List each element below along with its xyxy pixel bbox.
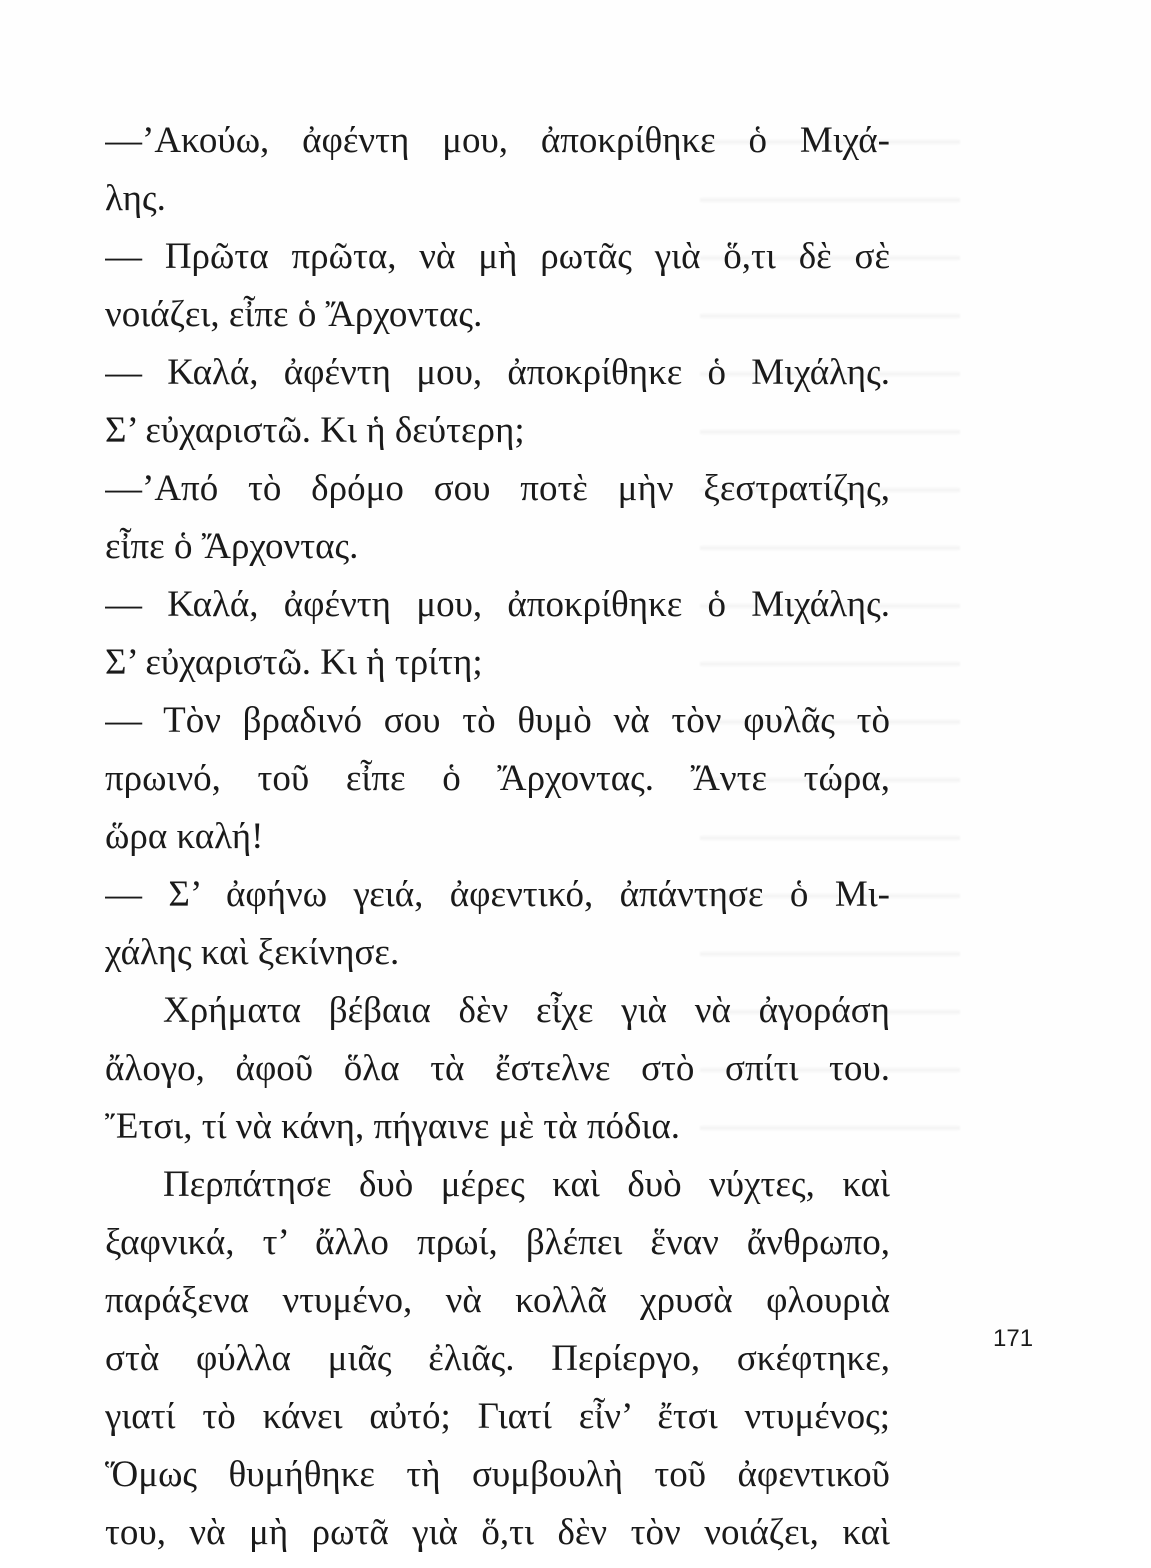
text-line: Χρήματα βέβαια δὲν εἶχε γιὰ νὰ ἀγοράση xyxy=(163,990,890,1031)
text-line: — Καλά, ἀφέντη μου, ἀποκρίθηκε ὁ Μιχάλης. xyxy=(105,584,890,625)
text-line: —’Ακούω, ἀφέντη μου, ἀποκρίθηκε ὁ Μιχά- xyxy=(105,120,890,161)
text-line: στὰ φύλλα μιᾶς ἐλιᾶς. Περίεργο, σκέφτηκε, xyxy=(105,1338,890,1379)
text-line: παράξενα ντυμένο, νὰ κολλᾶ χρυσὰ φλουριὰ xyxy=(105,1280,890,1321)
text-line: πρωινό, τοῦ εἶπε ὁ Ἄρχοντας. Ἄντε τώρα, xyxy=(105,758,890,799)
text-line: Ὅμως θυμήθηκε τὴ συμβουλὴ τοῦ ἀφεντικοῦ xyxy=(105,1454,890,1495)
text-line: ξαφνικά, τ’ ἄλλο πρωί, βλέπει ἕναν ἄνθρωπο, xyxy=(105,1222,890,1263)
body-text xyxy=(105,118,890,1568)
text-line: γιατί τὸ κάνει αὐτό; Γιατί εἶν’ ἔτσι ντυμένος; xyxy=(105,1396,890,1437)
text-line: νοιάζει, εἶπε ὁ Ἄρχοντας. xyxy=(105,294,483,335)
text-line: Περπάτησε δυὸ μέρες καὶ δυὸ νύχτες, καὶ xyxy=(163,1164,890,1205)
text-line: Ἔτσι, τί νὰ κάνη, πήγαινε μὲ τὰ πόδια. xyxy=(105,1106,681,1147)
text-line: — Σ’ ἀφήνω γειά, ἀφεντικό, ἀπάντησε ὁ Μι- xyxy=(105,874,890,915)
text-line: χάλης καὶ ξεκίνησε. xyxy=(105,932,400,973)
text-line: Σ’ εὐχαριστῶ. Κι ἡ τρίτη; xyxy=(105,642,483,683)
text-line: — Καλά, ἀφέντη μου, ἀποκρίθηκε ὁ Μιχάλης. xyxy=(105,352,890,393)
text-line: ὥρα καλή! xyxy=(105,816,264,857)
text-line: λης. xyxy=(105,178,166,219)
text-line: του, νὰ μὴ ρωτᾶ γιὰ ὅ,τι δὲν τὸν νοιάζει, καὶ xyxy=(105,1512,890,1553)
text-line: —’Από τὸ δρόμο σου ποτὲ μὴν ξεστρατίζης, xyxy=(105,468,890,509)
text-line: εἶπε ὁ Ἄρχοντας. xyxy=(105,526,359,567)
page-number: 171 xyxy=(993,1325,1034,1352)
text-line: ἄλογο, ἀφοῦ ὅλα τὰ ἔστελνε στὸ σπίτι του. xyxy=(105,1048,890,1089)
text-line: — Πρῶτα πρῶτα, νὰ μὴ ρωτᾶς γιὰ ὅ,τι δὲ σὲ xyxy=(105,236,890,277)
text-line: Σ’ εὐχαριστῶ. Κι ἡ δεύτερη; xyxy=(105,410,525,451)
text-line: — Τὸν βραδινό σου τὸ θυμὸ νὰ τὸν φυλᾶς τὸ xyxy=(105,700,890,741)
